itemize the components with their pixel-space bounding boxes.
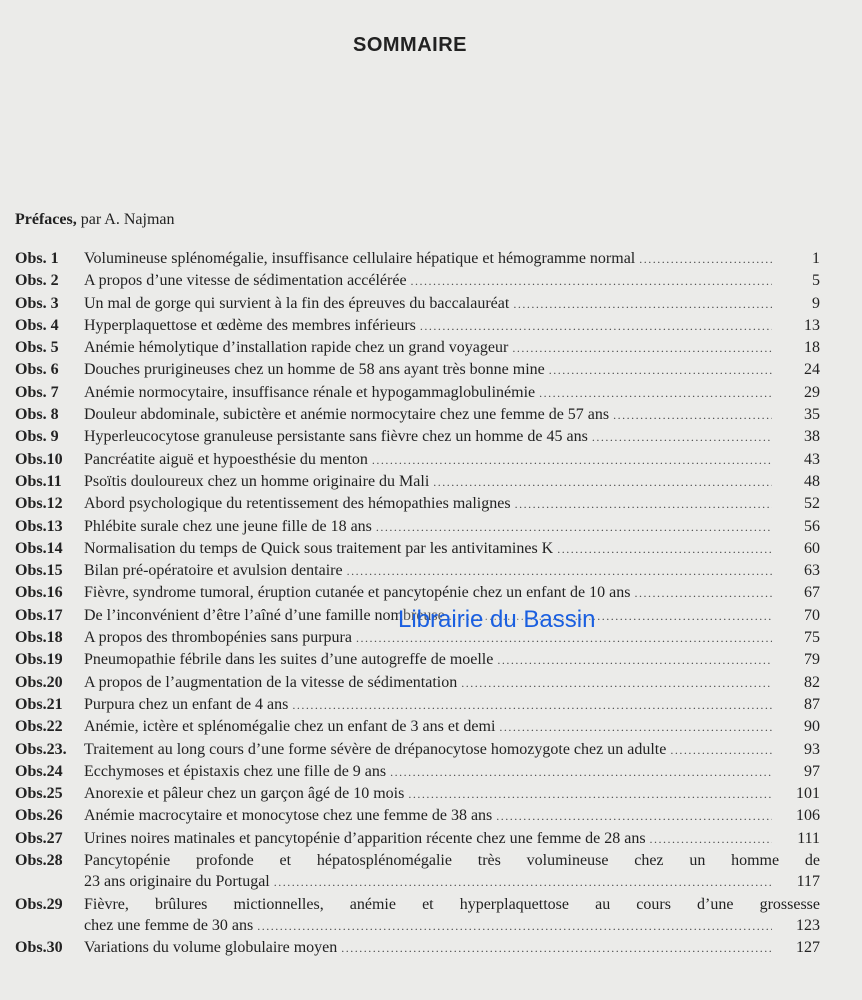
obs-label: Obs.19: [15, 651, 63, 669]
toc-entry: [15, 359, 820, 381]
page-number: 70: [804, 606, 820, 624]
toc-entry: [15, 293, 820, 315]
toc-entry: [15, 828, 820, 850]
page-number: 48: [804, 472, 820, 490]
dot-leader: [341, 938, 772, 959]
page-number: 97: [804, 762, 820, 780]
dot-leader: [461, 673, 772, 694]
page-number: 13: [804, 316, 820, 334]
toc-entry: [15, 937, 820, 959]
toc-entry: [15, 582, 820, 604]
entry-title: Anémie normocytaire, insuffisance rénale et hypogammaglobulinémie: [84, 383, 536, 401]
obs-label: Obs. 7: [15, 383, 59, 401]
toc-entry: [15, 248, 820, 270]
dot-leader: [557, 539, 772, 560]
obs-label: Obs. 5: [15, 339, 59, 357]
obs-label: Obs.25: [15, 785, 63, 803]
toc-entry: [15, 739, 820, 761]
dot-leader: [539, 383, 772, 404]
obs-label: Obs.15: [15, 562, 63, 580]
dot-leader: [639, 249, 772, 270]
obs-label: Obs. 6: [15, 361, 59, 379]
dot-leader: [411, 271, 772, 292]
entry-title: Psoïtis douloureux chez un homme originaire du Mali: [84, 472, 430, 490]
preface-author: par A. Najman: [80, 211, 175, 228]
entry-title: A propos d’une vitesse de sédimentation accélérée: [84, 272, 407, 290]
toc-entry: [15, 382, 820, 404]
obs-label: Obs.28: [15, 852, 63, 870]
toc-entry: [15, 672, 820, 694]
dot-leader: [376, 517, 772, 538]
toc-entry: [15, 649, 820, 671]
page-number: 35: [804, 406, 820, 424]
entry-title: Anémie, ictère et splénomégalie chez un enfant de 3 ans et demi: [84, 718, 496, 736]
page-title: SOMMAIRE: [353, 34, 467, 56]
dot-leader: [420, 316, 772, 337]
page-number: 79: [804, 651, 820, 669]
page-number: 93: [804, 740, 820, 758]
entry-title: A propos des thrombopénies sans purpura: [84, 629, 352, 647]
toc-entry: [15, 471, 820, 493]
obs-label: Obs. 2: [15, 272, 59, 290]
page-number: 18: [804, 339, 820, 357]
toc-entry: [15, 894, 820, 938]
page-number: 29: [804, 383, 820, 401]
entry-title-line-1: Pancytopénie profonde et hépatosplénomégalie très volumineuse chez un homme de: [84, 852, 820, 870]
dot-leader: [292, 695, 772, 716]
dot-leader: [613, 405, 772, 426]
page-number: 87: [804, 695, 820, 713]
page-number: 111: [797, 829, 820, 847]
entry-title: Un mal de gorge qui survient à la fin des épreuves du baccalauréat: [84, 294, 510, 312]
table-of-contents: [15, 248, 820, 960]
page-number: 24: [804, 361, 820, 379]
entry-title: Hyperleucocytose granuleuse persistante sans fièvre chez un homme de 45 ans: [84, 428, 588, 446]
dot-leader: [390, 762, 772, 783]
page-number: 117: [796, 873, 820, 891]
toc-entry: [15, 805, 820, 827]
obs-label: Obs.23.: [15, 740, 67, 758]
obs-label: Obs.13: [15, 517, 63, 535]
preface-label: Préfaces,: [15, 211, 77, 228]
toc-entry: [15, 404, 820, 426]
obs-label: Obs.18: [15, 629, 63, 647]
entry-title: Abord psychologique du retentissement des hémopathies malignes: [84, 495, 511, 513]
entry-title: Phlébite surale chez une jeune fille de 18 ans: [84, 517, 372, 535]
obs-label: Obs.20: [15, 673, 63, 691]
entry-title: Ecchymoses et épistaxis chez une fille de 9 ans: [84, 762, 387, 780]
obs-label: Obs.22: [15, 718, 63, 736]
obs-label: Obs.26: [15, 807, 63, 825]
preface-line: [15, 211, 174, 229]
entry-title: Hyperplaquettose et œdème des membres inférieurs: [84, 316, 416, 334]
entry-title: Bilan pré-opératoire et avulsion dentaire: [84, 562, 343, 580]
toc-entry: [15, 783, 820, 805]
obs-label: Obs.29: [15, 895, 63, 913]
dot-leader: [650, 829, 772, 850]
entry-title: Anémie hémolytique d’installation rapide chez un grand voyageur: [84, 339, 509, 357]
obs-label: Obs. 9: [15, 428, 59, 446]
page-number: 106: [796, 807, 820, 825]
page-number: 101: [796, 785, 820, 803]
entry-title: Fièvre, syndrome tumoral, éruption cutanée et pancytopénie chez un enfant de 10 ans: [84, 584, 631, 602]
entry-title: Anémie macrocytaire et monocytose chez une femme de 38 ans: [84, 807, 493, 825]
dot-leader: [257, 916, 772, 937]
obs-label: Obs.11: [15, 472, 62, 490]
dot-leader: [592, 427, 772, 448]
entry-title: 23 ans originaire du Portugal: [84, 873, 270, 891]
page-number: 82: [804, 673, 820, 691]
entry-title: A propos de l’augmentation de la vitesse de sédimentation: [84, 673, 458, 691]
obs-label: Obs.12: [15, 495, 63, 513]
dot-leader: [408, 784, 772, 805]
toc-entry: [15, 761, 820, 783]
toc-entry: [15, 516, 820, 538]
dot-leader: [433, 472, 772, 493]
dot-leader: [670, 740, 772, 761]
obs-label: Obs.24: [15, 762, 63, 780]
obs-label: Obs. 8: [15, 406, 59, 424]
page-number: 60: [804, 539, 820, 557]
entry-title: Variations du volume globulaire moyen: [84, 939, 338, 957]
page-number: 127: [796, 939, 820, 957]
toc-entry: [15, 560, 820, 582]
dot-leader: [274, 872, 772, 893]
page-number: 75: [804, 629, 820, 647]
entry-title: chez une femme de 30 ans: [84, 916, 254, 934]
dot-leader: [515, 494, 772, 515]
obs-label: Obs.17: [15, 606, 63, 624]
dot-leader: [512, 338, 772, 359]
dot-leader: [372, 450, 772, 471]
entry-title: Anorexie et pâleur chez un garçon âgé de 10 mois: [84, 785, 405, 803]
page-number: 5: [812, 272, 820, 290]
page-number: 90: [804, 718, 820, 736]
page-number: 67: [804, 584, 820, 602]
dot-leader: [497, 650, 772, 671]
entry-title: Normalisation du temps de Quick sous traitement par les antivitamines K: [84, 539, 554, 557]
toc-entry: [15, 716, 820, 738]
obs-label: Obs.16: [15, 584, 63, 602]
entry-title: Pneumopathie fébrile dans les suites d’une autogreffe de moelle: [84, 651, 494, 669]
obs-label: Obs.27: [15, 829, 63, 847]
page-number: 63: [804, 562, 820, 580]
entry-title: Pancréatite aiguë et hypoesthésie du menton: [84, 450, 368, 468]
toc-entry: [15, 538, 820, 560]
watermark: Librairie du Bassin: [398, 606, 596, 633]
entry-title: Traitement au long cours d’une forme sévère de drépanocytose homozygote chez un adulte: [84, 740, 667, 758]
entry-title: De l’inconvénient d’être l’aîné d’une famille nombreuse: [84, 606, 445, 624]
obs-label: Obs. 3: [15, 294, 59, 312]
page-number: 1: [812, 250, 820, 267]
dot-leader: [347, 561, 772, 582]
dot-leader: [549, 360, 772, 381]
toc-entry: [15, 337, 820, 359]
toc-entry: [15, 270, 820, 292]
page-number: 9: [812, 294, 820, 312]
toc-entry: [15, 694, 820, 716]
page-number: 56: [804, 517, 820, 535]
entry-title: Urines noires matinales et pancytopénie d’apparition récente chez une femme de 28 ans: [84, 829, 646, 847]
entry-title: Douches prurigineuses chez un homme de 58 ans ayant très bonne mine: [84, 361, 545, 379]
entry-title: Volumineuse splénomégalie, insuffisance cellulaire hépatique et hémogramme normal: [84, 250, 636, 267]
obs-label: Obs.14: [15, 539, 63, 557]
page-number: 38: [804, 428, 820, 446]
dot-leader: [513, 294, 772, 315]
toc-entry: [15, 426, 820, 448]
obs-label: Obs. 4: [15, 316, 59, 334]
obs-label: Obs. 1: [15, 250, 59, 267]
obs-label: Obs.21: [15, 695, 63, 713]
toc-entry: [15, 850, 820, 894]
page-number: 43: [804, 450, 820, 468]
entry-title: Purpura chez un enfant de 4 ans: [84, 695, 289, 713]
toc-entry: [15, 493, 820, 515]
entry-title: Douleur abdominale, subictère et anémie normocytaire chez une femme de 57 ans: [84, 406, 610, 424]
dot-leader: [499, 717, 772, 738]
page-number: 52: [804, 495, 820, 513]
obs-label: Obs.10: [15, 450, 63, 468]
entry-title-line-1: Fièvre, brûlures mictionnelles, anémie et hyperplaquettose au cours d’une grossesse: [84, 895, 820, 913]
toc-entry: [15, 449, 820, 471]
dot-leader: [496, 806, 772, 827]
page-number: 123: [796, 916, 820, 934]
dot-leader: [634, 583, 772, 604]
obs-label: Obs.30: [15, 939, 63, 957]
toc-entry: [15, 315, 820, 337]
